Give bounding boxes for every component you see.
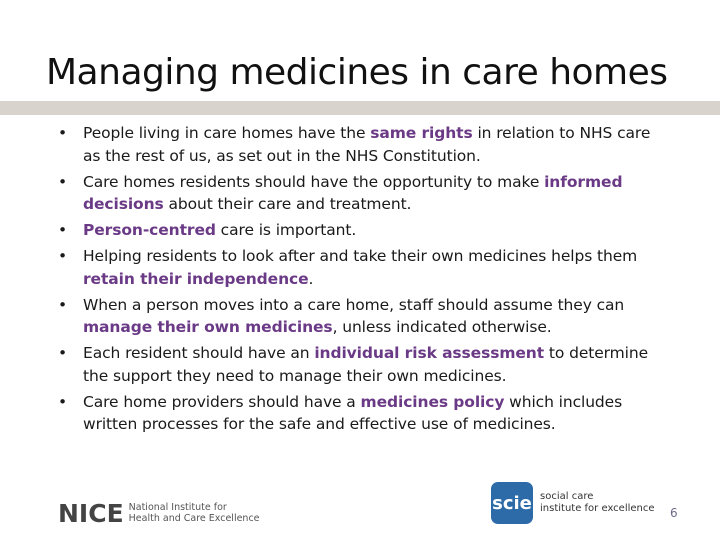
bullet-text: , unless indicated otherwise. (332, 318, 552, 336)
bullet-item (58, 219, 668, 242)
bullet-text: . (308, 269, 314, 288)
bullet-text: about their care and treatment. (163, 195, 412, 213)
bullet-text: People living in care homes have the (83, 124, 371, 142)
bullet-dot-icon: • (58, 172, 68, 191)
scie-logo-line1: social care (540, 491, 594, 502)
bullet-text: which includes written processes for the safe and effective use of medicines. (83, 392, 623, 433)
page-number: 6 (670, 506, 678, 520)
nice-logo-subtitle (129, 502, 260, 524)
nice-logo-word: NICE (58, 498, 124, 528)
bullet-item (58, 122, 668, 167)
scie-logo-subtitle (540, 491, 655, 515)
bullet-highlight: individual risk assessment (314, 344, 545, 362)
bullet-highlight: Person-centred (83, 221, 216, 239)
bullet-item (58, 245, 668, 290)
bullet-text: Helping residents to look after and take their own medicines helps them (83, 247, 638, 265)
nice-logo-line1: National Institute for (128, 502, 227, 513)
bullet-text: Each resident should have an (83, 344, 315, 362)
bullet-highlight: medicines policy (360, 392, 505, 411)
bullet-dot-icon: • (58, 221, 68, 239)
bullet-text: Care homes residents should have the opportunity to make (83, 172, 545, 191)
bullet-text: Care home providers should have a (83, 392, 361, 411)
bullet-dot-icon: • (58, 392, 68, 411)
slide-title: Managing medicines in care homes (46, 52, 668, 93)
bullet-highlight: manage their own medicines (83, 318, 333, 336)
bullet-item (58, 171, 668, 216)
bullet-highlight: retain their independence (83, 269, 309, 288)
bullet-item (58, 294, 668, 339)
bullet-item (58, 342, 668, 387)
title-divider (0, 101, 720, 115)
bullet-highlight: same rights (370, 124, 473, 142)
bullet-text: care is important. (215, 221, 357, 239)
bullet-highlight: informed decisions (83, 172, 623, 213)
bullet-dot-icon: • (58, 124, 68, 142)
scie-logo (491, 481, 655, 525)
scie-logo-line2: institute for excellence (540, 503, 655, 514)
bullet-item (58, 391, 668, 436)
bullet-list (58, 122, 668, 439)
scie-logo-mark: scie (491, 482, 533, 524)
bullet-dot-icon: • (58, 344, 68, 362)
nice-logo-line2: Health and Care Excellence (128, 513, 260, 524)
bullet-text: in relation to NHS care as the rest of us, as set out in the NHS Constitution. (83, 124, 651, 165)
bullet-text: to determine the support they need to manage their own medicines. (83, 344, 649, 385)
bullet-dot-icon: • (58, 247, 68, 265)
bullet-text: When a person moves into a care home, staff should assume they can (83, 295, 625, 314)
nice-logo (58, 499, 260, 527)
bullet-dot-icon: • (58, 295, 68, 314)
